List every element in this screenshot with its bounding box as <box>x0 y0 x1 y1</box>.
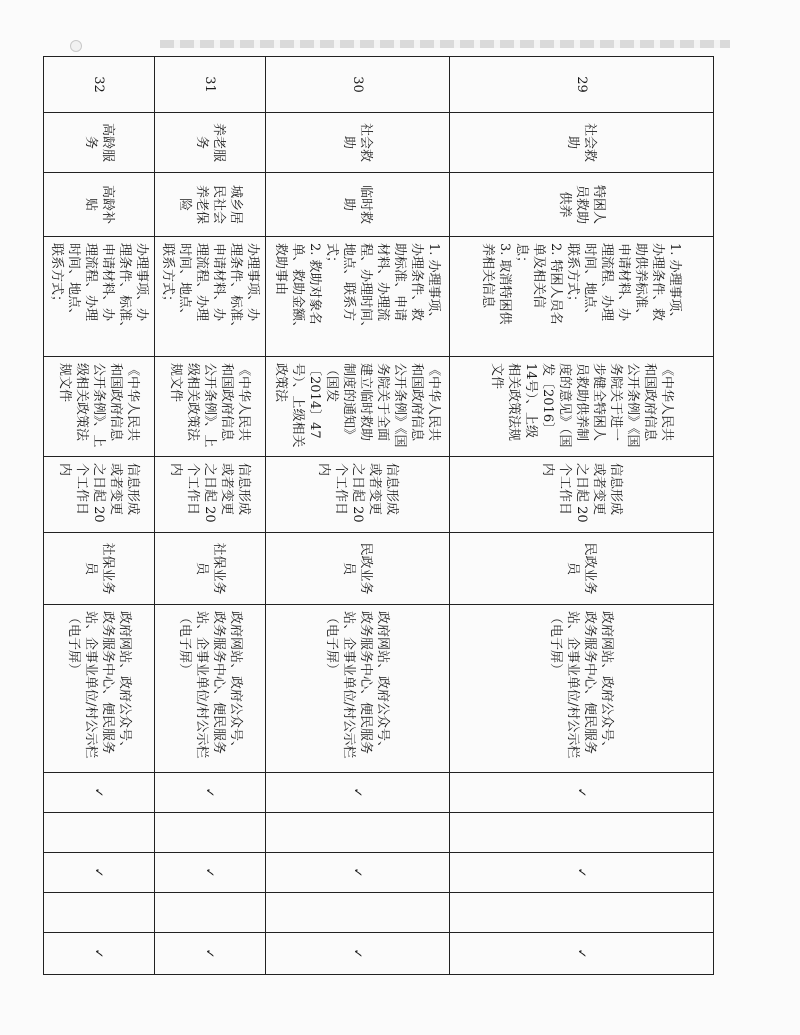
check-mark <box>155 813 266 853</box>
item-cell: 高龄补贴 <box>44 173 155 237</box>
check-mark <box>450 813 714 853</box>
category-cell: 养老服务 <box>155 113 266 173</box>
check-mark <box>450 893 714 933</box>
page-top-shadow <box>160 40 730 48</box>
table-row <box>44 57 155 975</box>
channel-cell: 政府网站、政府公众号、政务服务中心、便民服务站、企事业单位/村公示栏（电子屏） <box>44 605 155 773</box>
content-cell: 办理事项、办 理条件、标准、 申请材料、办 理流程、办理 时间、地点、 联系方式； <box>155 237 266 357</box>
check-mark <box>44 893 155 933</box>
rotated-table-frame <box>49 56 714 974</box>
punch-hole <box>70 40 82 52</box>
subject-cell: 民政业务员 <box>450 533 714 605</box>
row-number: 31 <box>155 57 266 113</box>
basis-cell: 《中华人民共和国政府信息公开条例》《国务院关于全面建立临时救助制度的通知》（国发〔2014〕47号）、上级相关政策法 <box>266 357 450 457</box>
check-mark: ✓ <box>44 853 155 893</box>
content-cell: 1. 办理事项、 办理条件、救 助标准、申请 材料、办理流 程、办理时间、 地点、联系方 式； 2. 救助对象名 单、救助金额、 救助事由 <box>266 237 450 357</box>
item-cell: 临时救助 <box>266 173 450 237</box>
check-mark <box>155 893 266 933</box>
category-cell: 社会救助 <box>266 113 450 173</box>
subject-cell: 社保业务员 <box>155 533 266 605</box>
time-limit-cell: 信息形成或者变更之日起 20 个工作日内 <box>450 457 714 533</box>
row-number: 29 <box>450 57 714 113</box>
table-row <box>450 57 714 975</box>
check-mark <box>266 813 450 853</box>
check-mark: ✓ <box>266 933 450 975</box>
content-cell: 办理事项、办 理条件、标准、 申请材料、办 理流程、办理 时间、地点、 联系方式； <box>44 237 155 357</box>
check-mark <box>44 813 155 853</box>
row-number: 30 <box>266 57 450 113</box>
disclosure-table <box>43 56 714 975</box>
category-cell: 高龄服务 <box>44 113 155 173</box>
basis-cell: 《中华人民共和国政府信息公开条例》、上级相关政策法规文件 <box>44 357 155 457</box>
category-cell: 社会救助 <box>450 113 714 173</box>
check-mark: ✓ <box>266 853 450 893</box>
check-mark: ✓ <box>44 933 155 975</box>
check-mark: ✓ <box>450 853 714 893</box>
subject-cell: 民政业务员 <box>266 533 450 605</box>
table-body <box>44 57 714 975</box>
content-cell: 1. 办理事项、 办理条件、救 助供养标准、 申请材料、办 理流程、办理 时间、地点、 联系方式； 2. 特困人员名 单及相关信 息； 3. 取消特困供 养相关信息 <box>450 237 714 357</box>
check-mark: ✓ <box>155 933 266 975</box>
basis-cell: 《中华人民共和国政府信息公开条例》《国务院关于进一步健全特困人员救助供养制度的意见》（国发〔2016〕14号）、上级相关政策法规文件 <box>450 357 714 457</box>
item-cell: 特困人员救助供养 <box>450 173 714 237</box>
subject-cell: 社保业务员 <box>44 533 155 605</box>
check-mark: ✓ <box>155 853 266 893</box>
rotated-table-container <box>49 56 714 974</box>
channel-cell: 政府网站、政府公众号、政务服务中心、便民服务站、企事业单位/村公示栏（电子屏） <box>155 605 266 773</box>
channel-cell: 政府网站、政府公众号、政务服务中心、便民服务站、企事业单位/村公示栏（电子屏） <box>266 605 450 773</box>
table-row <box>155 57 266 975</box>
time-limit-cell: 信息形成或者变更之日起 20 个工作日内 <box>44 457 155 533</box>
basis-cell: 《中华人民共和国政府信息公开条例》、上级相关政策法规文件 <box>155 357 266 457</box>
check-mark: ✓ <box>450 773 714 813</box>
check-mark: ✓ <box>155 773 266 813</box>
item-cell: 城乡居民社会养老保险 <box>155 173 266 237</box>
row-number: 32 <box>44 57 155 113</box>
channel-cell: 政府网站、政府公众号、政务服务中心、便民服务站、企事业单位/村公示栏（电子屏） <box>450 605 714 773</box>
check-mark: ✓ <box>450 933 714 975</box>
check-mark: ✓ <box>44 773 155 813</box>
time-limit-cell: 信息形成或者变更之日起 20 个工作日内 <box>155 457 266 533</box>
check-mark: ✓ <box>266 773 450 813</box>
check-mark <box>266 893 450 933</box>
time-limit-cell: 信息形成或者变更之日起 20 个工作日内 <box>266 457 450 533</box>
table-row <box>266 57 450 975</box>
